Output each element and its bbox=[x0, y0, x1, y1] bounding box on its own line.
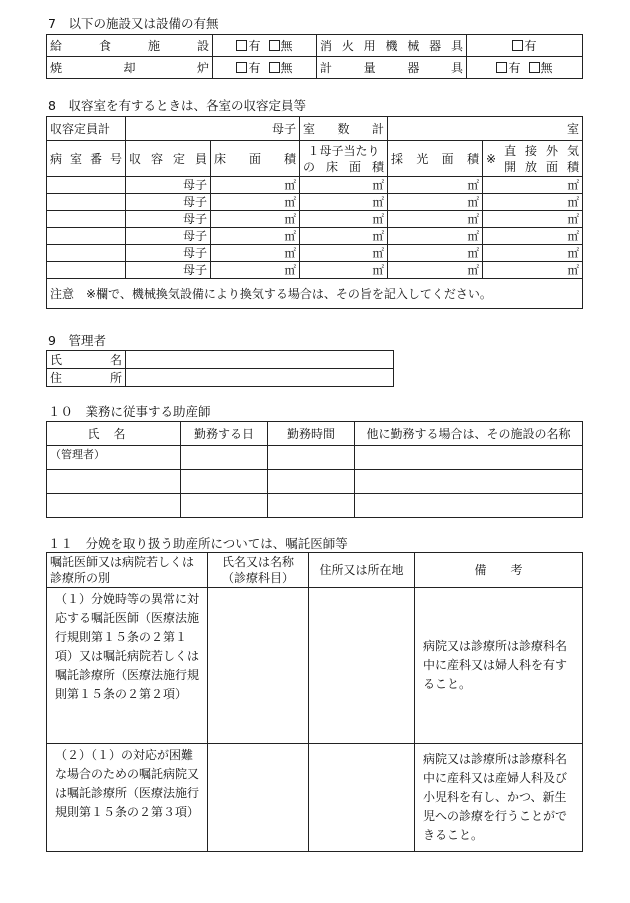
consult-type-2: （２）（１）の対応が困難な場合のための嘱託病院又は嘱託診療所（医療法施行規則第１５条の２第３項） bbox=[47, 744, 208, 852]
room-count-field[interactable]: 室 bbox=[388, 117, 583, 141]
consult-address-field-2[interactable] bbox=[309, 744, 415, 852]
per-pair-area-field[interactable]: ㎡ bbox=[300, 245, 388, 262]
consult-address-field-1[interactable] bbox=[309, 588, 415, 744]
midwife-row bbox=[47, 470, 583, 494]
room-number-field[interactable] bbox=[47, 228, 126, 245]
section-9-heading: 9 管理者 bbox=[48, 333, 106, 348]
ventilation-area-field[interactable]: ㎡ bbox=[483, 228, 583, 245]
light-area-field[interactable]: ㎡ bbox=[388, 262, 483, 279]
consult-header-row bbox=[47, 553, 583, 588]
floor-area-field[interactable]: ㎡ bbox=[211, 211, 300, 228]
room-note-row bbox=[47, 279, 583, 309]
floor-area-field[interactable]: ㎡ bbox=[211, 262, 300, 279]
capacity-field[interactable]: 母子 bbox=[126, 245, 211, 262]
light-area-field[interactable]: ㎡ bbox=[388, 194, 483, 211]
facility-row bbox=[47, 35, 583, 57]
col-light-area: 採 光 面 積 bbox=[391, 151, 480, 166]
section-11-heading: １１ 分娩を取り扱う助産所については、嘱託医師等 bbox=[48, 536, 348, 551]
midwife-row bbox=[47, 494, 583, 518]
col-capacity: 収 容 定 員 bbox=[129, 151, 207, 166]
light-area-field[interactable]: ㎡ bbox=[388, 177, 483, 194]
facility-label: 給 食 施 設 bbox=[50, 38, 209, 53]
light-area-field[interactable]: ㎡ bbox=[388, 228, 483, 245]
checkbox-yes[interactable]: 有 bbox=[236, 39, 260, 53]
capacity-field[interactable]: 母子 bbox=[126, 228, 211, 245]
manager-address-label: 住 所 bbox=[50, 370, 122, 385]
col-floor-area: 床 面 積 bbox=[214, 151, 297, 166]
per-pair-area-field[interactable]: ㎡ bbox=[300, 228, 388, 245]
room-number-field[interactable] bbox=[47, 245, 126, 262]
ventilation-area-field[interactable]: ㎡ bbox=[483, 177, 583, 194]
room-summary-row bbox=[47, 117, 583, 141]
room-row bbox=[47, 228, 583, 245]
ventilation-area-field[interactable]: ㎡ bbox=[483, 262, 583, 279]
capacity-total-label: 収容定員計 bbox=[47, 117, 126, 141]
manager-address-row bbox=[47, 369, 394, 387]
facility-label: 消 火 用 機 械 器 具 bbox=[320, 38, 463, 53]
consult-remarks-2: 病院又は診療所は診療科名中に産科又は産婦人科及び小児科を有し、かつ、新生児への診療を行うことができること。 bbox=[415, 744, 583, 852]
floor-area-field[interactable]: ㎡ bbox=[211, 194, 300, 211]
section-7-heading: 7 以下の施設又は設備の有無 bbox=[48, 16, 219, 31]
consult-name-field-1[interactable] bbox=[208, 588, 309, 744]
col-midwife-name: 氏名 bbox=[47, 422, 181, 446]
col-per-pair-area: １母子当たり の 床 面 積 bbox=[300, 141, 388, 177]
checkbox-no[interactable]: 無 bbox=[269, 39, 293, 53]
room-row bbox=[47, 262, 583, 279]
consult-remarks-1: 病院又は診療所は診療科名中に産科又は婦人科を有すること。 bbox=[415, 588, 583, 744]
room-header-row bbox=[47, 141, 583, 177]
checkbox-yes[interactable]: 有 bbox=[236, 61, 260, 75]
floor-area-field[interactable]: ㎡ bbox=[211, 245, 300, 262]
midwife-name-field[interactable]: （管理者） bbox=[47, 446, 181, 470]
facility-label: 計 量 器 具 bbox=[320, 60, 463, 75]
per-pair-area-field[interactable]: ㎡ bbox=[300, 194, 388, 211]
checkbox-no[interactable]: 無 bbox=[529, 61, 553, 75]
per-pair-area-field[interactable]: ㎡ bbox=[300, 177, 388, 194]
col-ventilation-area: ※ 直 接 外 気 開 放 面 積 bbox=[483, 141, 583, 177]
ventilation-area-field[interactable]: ㎡ bbox=[483, 194, 583, 211]
light-area-field[interactable]: ㎡ bbox=[388, 245, 483, 262]
col-room-number: 病 室 番 号 bbox=[50, 151, 122, 166]
facility-row bbox=[47, 57, 583, 79]
manager-name-label: 氏 名 bbox=[50, 352, 122, 367]
manager-address-field[interactable] bbox=[126, 369, 394, 387]
midwife-row bbox=[47, 446, 583, 470]
room-number-field[interactable] bbox=[47, 262, 126, 279]
ventilation-area-field[interactable]: ㎡ bbox=[483, 245, 583, 262]
room-row bbox=[47, 177, 583, 194]
checkbox-no[interactable]: 無 bbox=[269, 61, 293, 75]
checkbox-yes[interactable]: 有 bbox=[496, 61, 520, 75]
checkbox-yes[interactable]: 有 bbox=[512, 39, 536, 53]
col-work-hours: 勤務時間 bbox=[268, 422, 355, 446]
room-number-field[interactable] bbox=[47, 194, 126, 211]
col-consult-remarks: 備 考 bbox=[415, 553, 583, 588]
consult-doctor-table bbox=[46, 552, 583, 852]
room-row bbox=[47, 211, 583, 228]
col-work-days: 勤務する日 bbox=[181, 422, 268, 446]
room-number-field[interactable] bbox=[47, 211, 126, 228]
ventilation-area-field[interactable]: ㎡ bbox=[483, 211, 583, 228]
room-number-field[interactable] bbox=[47, 177, 126, 194]
manager-name-row bbox=[47, 351, 394, 369]
light-area-field[interactable]: ㎡ bbox=[388, 211, 483, 228]
midwife-table bbox=[46, 421, 583, 518]
consult-type-1: （１）分娩時等の異常に対応する嘱託医師（医療法施行規則第１５条の２第１項）又は嘱託病院若しくは嘱託診療所（医療法施行規則第１５条の２第２項） bbox=[47, 588, 208, 744]
capacity-total-field[interactable]: 母子 bbox=[126, 117, 300, 141]
floor-area-field[interactable]: ㎡ bbox=[211, 228, 300, 245]
consult-row-1 bbox=[47, 588, 583, 744]
capacity-field[interactable]: 母子 bbox=[126, 194, 211, 211]
midwife-header-row bbox=[47, 422, 583, 446]
room-count-label: 室 数 計 bbox=[303, 121, 384, 136]
floor-area-field[interactable]: ㎡ bbox=[211, 177, 300, 194]
col-consult-address: 住所又は所在地 bbox=[309, 553, 415, 588]
col-consult-name: 氏名又は名称 （診療科目） bbox=[208, 553, 309, 588]
room-row bbox=[47, 245, 583, 262]
col-consult-type: 嘱託医師又は病院若しくは診療所の別 bbox=[47, 553, 208, 588]
per-pair-area-field[interactable]: ㎡ bbox=[300, 211, 388, 228]
col-other-facility: 他に勤務する場合は、その施設の名称 bbox=[355, 422, 583, 446]
facility-table bbox=[46, 34, 583, 79]
capacity-field[interactable]: 母子 bbox=[126, 177, 211, 194]
room-table bbox=[46, 116, 583, 309]
capacity-field[interactable]: 母子 bbox=[126, 211, 211, 228]
capacity-field[interactable]: 母子 bbox=[126, 262, 211, 279]
section-8-heading: 8 収容室を有するときは、各室の収容定員等 bbox=[48, 98, 306, 113]
room-note: 注意 ※欄で、機械換気設備により換気する場合は、その旨を記入してください。 bbox=[47, 279, 583, 309]
consult-row-2 bbox=[47, 744, 583, 852]
consult-name-field-2[interactable] bbox=[208, 744, 309, 852]
manager-table bbox=[46, 350, 394, 387]
manager-name-field[interactable] bbox=[126, 351, 394, 369]
per-pair-area-field[interactable]: ㎡ bbox=[300, 262, 388, 279]
facility-label: 焼 却 炉 bbox=[50, 60, 209, 75]
section-10-heading: １０ 業務に従事する助産師 bbox=[48, 404, 211, 419]
room-row bbox=[47, 194, 583, 211]
